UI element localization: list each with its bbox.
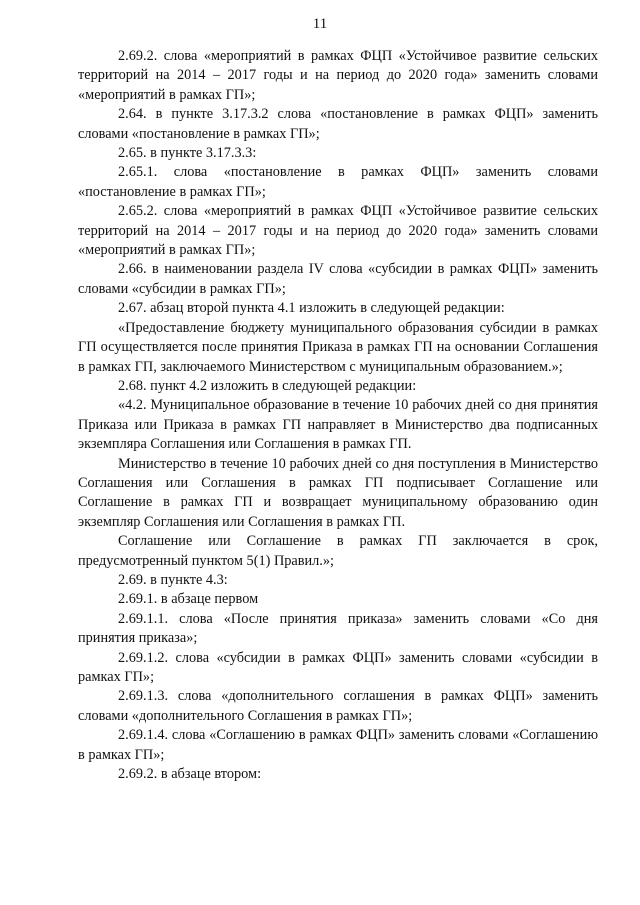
paragraph: 2.64. в пункте 3.17.3.2 слова «постановление в рамках ФЦП» заменить словами «постановление в рамках ГП»; [78, 106, 598, 142]
paragraph: 2.67. абзац второй пункта 4.1 изложить в следующей редакции: [118, 300, 505, 317]
paragraph: 2.69.1.3. слова «дополнительного соглашения в рамках ФЦП» заменить словами «дополнительного Соглашения в рамках ГП»; [78, 688, 598, 724]
paragraph: «Предоставление бюджету муниципального образования субсидии в рамках ГП осуществляется после принятия Приказа в рамках ГП на основании Соглашения в рамках ГП, заключаемого Министерством с муниципальным образованием.»; [78, 319, 598, 375]
paragraph: 2.69.1. в абзаце первом [118, 591, 259, 608]
paragraph: «4.2. Муниципальное образование в течение 10 рабочих дней со дня принятия Приказа или Приказа в рамках ГП направляет в Министерство два подписанных экземпляра Соглашения или Соглашения в рамках ГП. [78, 397, 598, 453]
document-body [78, 47, 598, 784]
paragraph: Министерство в течение 10 рабочих дней со дня поступления в Министерство Соглашения или Соглашения в рамках ГП подписывает Соглашение или Соглашение в рамках ГП и возвращает муниципальному образованию один экземпляр Соглашения или Соглашения в рамках ГП. [78, 455, 598, 530]
paragraph: 2.66. в наименовании раздела IV слова «субсидии в рамках ФЦП» заменить словами «субсидии в рамках ГП»; [78, 261, 598, 297]
paragraph: 2.69.2. слова «мероприятий в рамках ФЦП «Устойчивое развитие сельских территорий на 2014 – 2017 годы и на период до 2020 года» заменить словами «мероприятий в рамках ГП»; [78, 48, 598, 103]
paragraph: 2.65.1. слова «постановление в рамках ФЦП» заменить словами «постановление в рамках ГП»; [78, 164, 598, 200]
paragraph: 2.65. в пункте 3.17.3.3: [118, 145, 257, 162]
paragraph: 2.69. в пункте 4.3: [118, 571, 228, 588]
paragraph: 2.65.2. слова «мероприятий в рамках ФЦП «Устойчивое развитие сельских территорий на 2014 – 2017 годы и на период до 2020 года» заменить словами «мероприятий в рамках ГП»; [78, 203, 598, 259]
paragraph: 2.69.1.4. слова «Соглашению в рамках ФЦП» заменить словами «Соглашению в рамках ГП»; [78, 727, 598, 763]
paragraph: Соглашение или Соглашение в рамках ГП заключается в срок, предусмотренный пунктом 5(1) Правил.»; [78, 533, 598, 569]
paragraph: 2.69.2. в абзаце втором: [118, 766, 262, 783]
paragraph: 2.68. пункт 4.2 изложить в следующей редакции: [118, 377, 417, 394]
page-number: 11 [312, 16, 328, 32]
paragraph: 2.69.1.2. слова «субсидии в рамках ФЦП» заменить словами «субсидии в рамках ГП»; [78, 649, 598, 685]
paragraph: 2.69.1.1. слова «После принятия приказа» заменить словами «Со дня принятия приказа»; [78, 610, 598, 647]
